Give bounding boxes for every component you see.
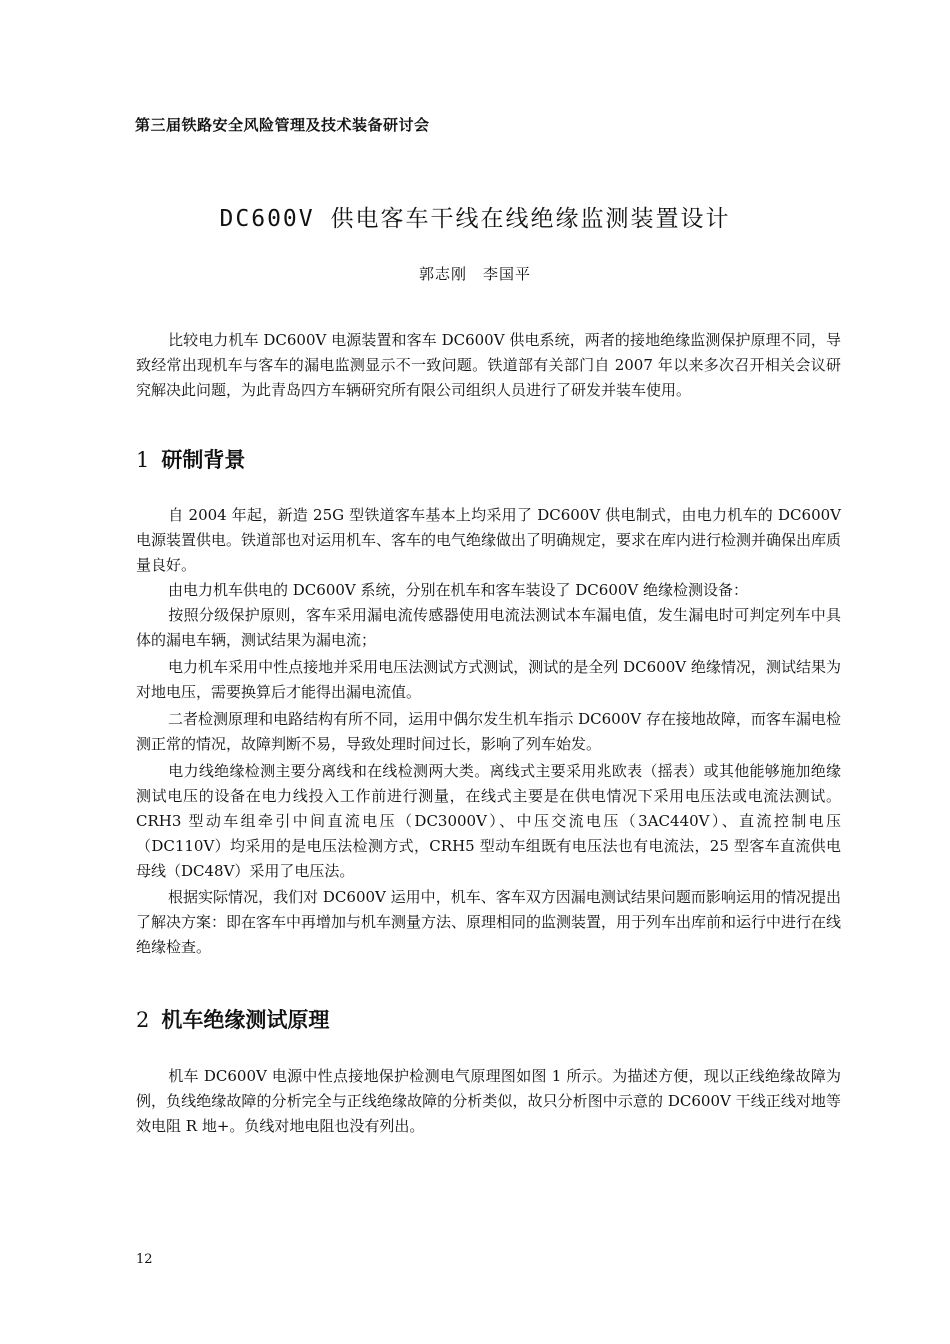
section-2-heading: [136, 1004, 329, 1034]
paragraph-text: 根据实际情况，我们对 DC600V 运用中，机车、客车双方因漏电测试结果问题而影响运用的情况提出了解决方案：即在客车中再增加与机车测量方法、原理相同的监测装置，用于列车出库前和运行中进行在线绝缘检查。: [136, 888, 842, 956]
section-1-paragraph: [136, 578, 841, 603]
section-2-number: 2: [136, 1008, 150, 1032]
section-1-paragraph: [136, 655, 841, 705]
page-number: 12: [136, 1252, 153, 1267]
section-1-paragraph: [136, 707, 841, 757]
section-1-paragraph: [136, 759, 841, 884]
paragraph-text: 电力线绝缘检测主要分离线和在线检测两大类。离线式主要采用兆欧表（摇表）或其他能够施加绝缘测试电压的设备在电力线投入工作前进行测量，在线式主要是在供电情况下采用电压法或电流法测试。CRH3 型动车组牵引中间直流电压（DC3000V）、中压交流电压（3AC440V）、直流控制电压（DC110V）均采用的是电压法检测方式，CRH5 型动车组既有电压法也有电流法，25 型客车直流供电母线（DC48V）采用了电压法。: [136, 762, 841, 880]
section-1-title: 研制背景: [161, 448, 246, 472]
paragraph-text: 自 2004 年起，新造 25G 型铁道客车基本上均采用了 DC600V 供电制式，由电力机车的 DC600V 电源装置供电。铁道部也对运用机车、客车的电气绝缘做出了明确规定，要求在库内进行检测并确保出库质量良好。: [136, 506, 842, 574]
paragraph-text: 按照分级保护原则，客车采用漏电流传感器使用电流法测试本车漏电值，发生漏电时可判定列车中具体的漏电车辆，测试结果为漏电流；: [136, 606, 841, 649]
abstract-text: 比较电力机车 DC600V 电源装置和客车 DC600V 供电系统，两者的接地绝缘监测保护原理不同，导致经常出现机车与客车的漏电监测显示不一致问题。铁道部有关部门自 2007 年以来多次召开相关会议研究解决此问题，为此青岛四方车辆研究所有限公司组织人员进行了研发并装车使用。: [136, 331, 841, 399]
paragraph-text: 二者检测原理和电路结构有所不同，运用中偶尔发生机车指示 DC600V 存在接地故障，而客车漏电检测正常的情况，故障判断不易，导致处理时间过长，影响了列车始发。: [136, 710, 841, 753]
section-1-paragraph: [136, 503, 841, 578]
running-header: 第三届铁路安全风险管理及技术装备研讨会: [135, 116, 430, 134]
paper-title: DC600V 供电客车干线在线绝缘监测装置设计: [219, 206, 731, 232]
section-2-paragraph: [136, 1064, 841, 1139]
paragraph-text: 电力机车采用中性点接地并采用电压法测试方式测试，测试的是全列 DC600V 绝缘情况，测试结果为对地电压，需要换算后才能得出漏电流值。: [136, 658, 841, 701]
paragraph-text: 由电力机车供电的 DC600V 系统，分别在机车和客车装设了 DC600V 绝缘检测设备：: [168, 581, 749, 599]
section-1-paragraph: [136, 885, 841, 960]
section-1-heading: [136, 444, 245, 474]
abstract-paragraph: [136, 328, 841, 403]
section-1-number: 1: [136, 448, 150, 472]
paragraph-text: 机车 DC600V 电源中性点接地保护检测电气原理图如图 1 所示。为描述方便，现以正线绝缘故障为例，负线绝缘故障的分析完全与正线绝缘故障的分析类似，故只分析图中示意的 DC600V 干线正线对地等效电阻 R 地+。负线对地电阻也没有列出。: [136, 1067, 841, 1135]
section-1-paragraph: [136, 603, 841, 653]
authors: 郭志刚 李国平: [418, 265, 532, 283]
section-2-title: 机车绝缘测试原理: [161, 1008, 330, 1032]
